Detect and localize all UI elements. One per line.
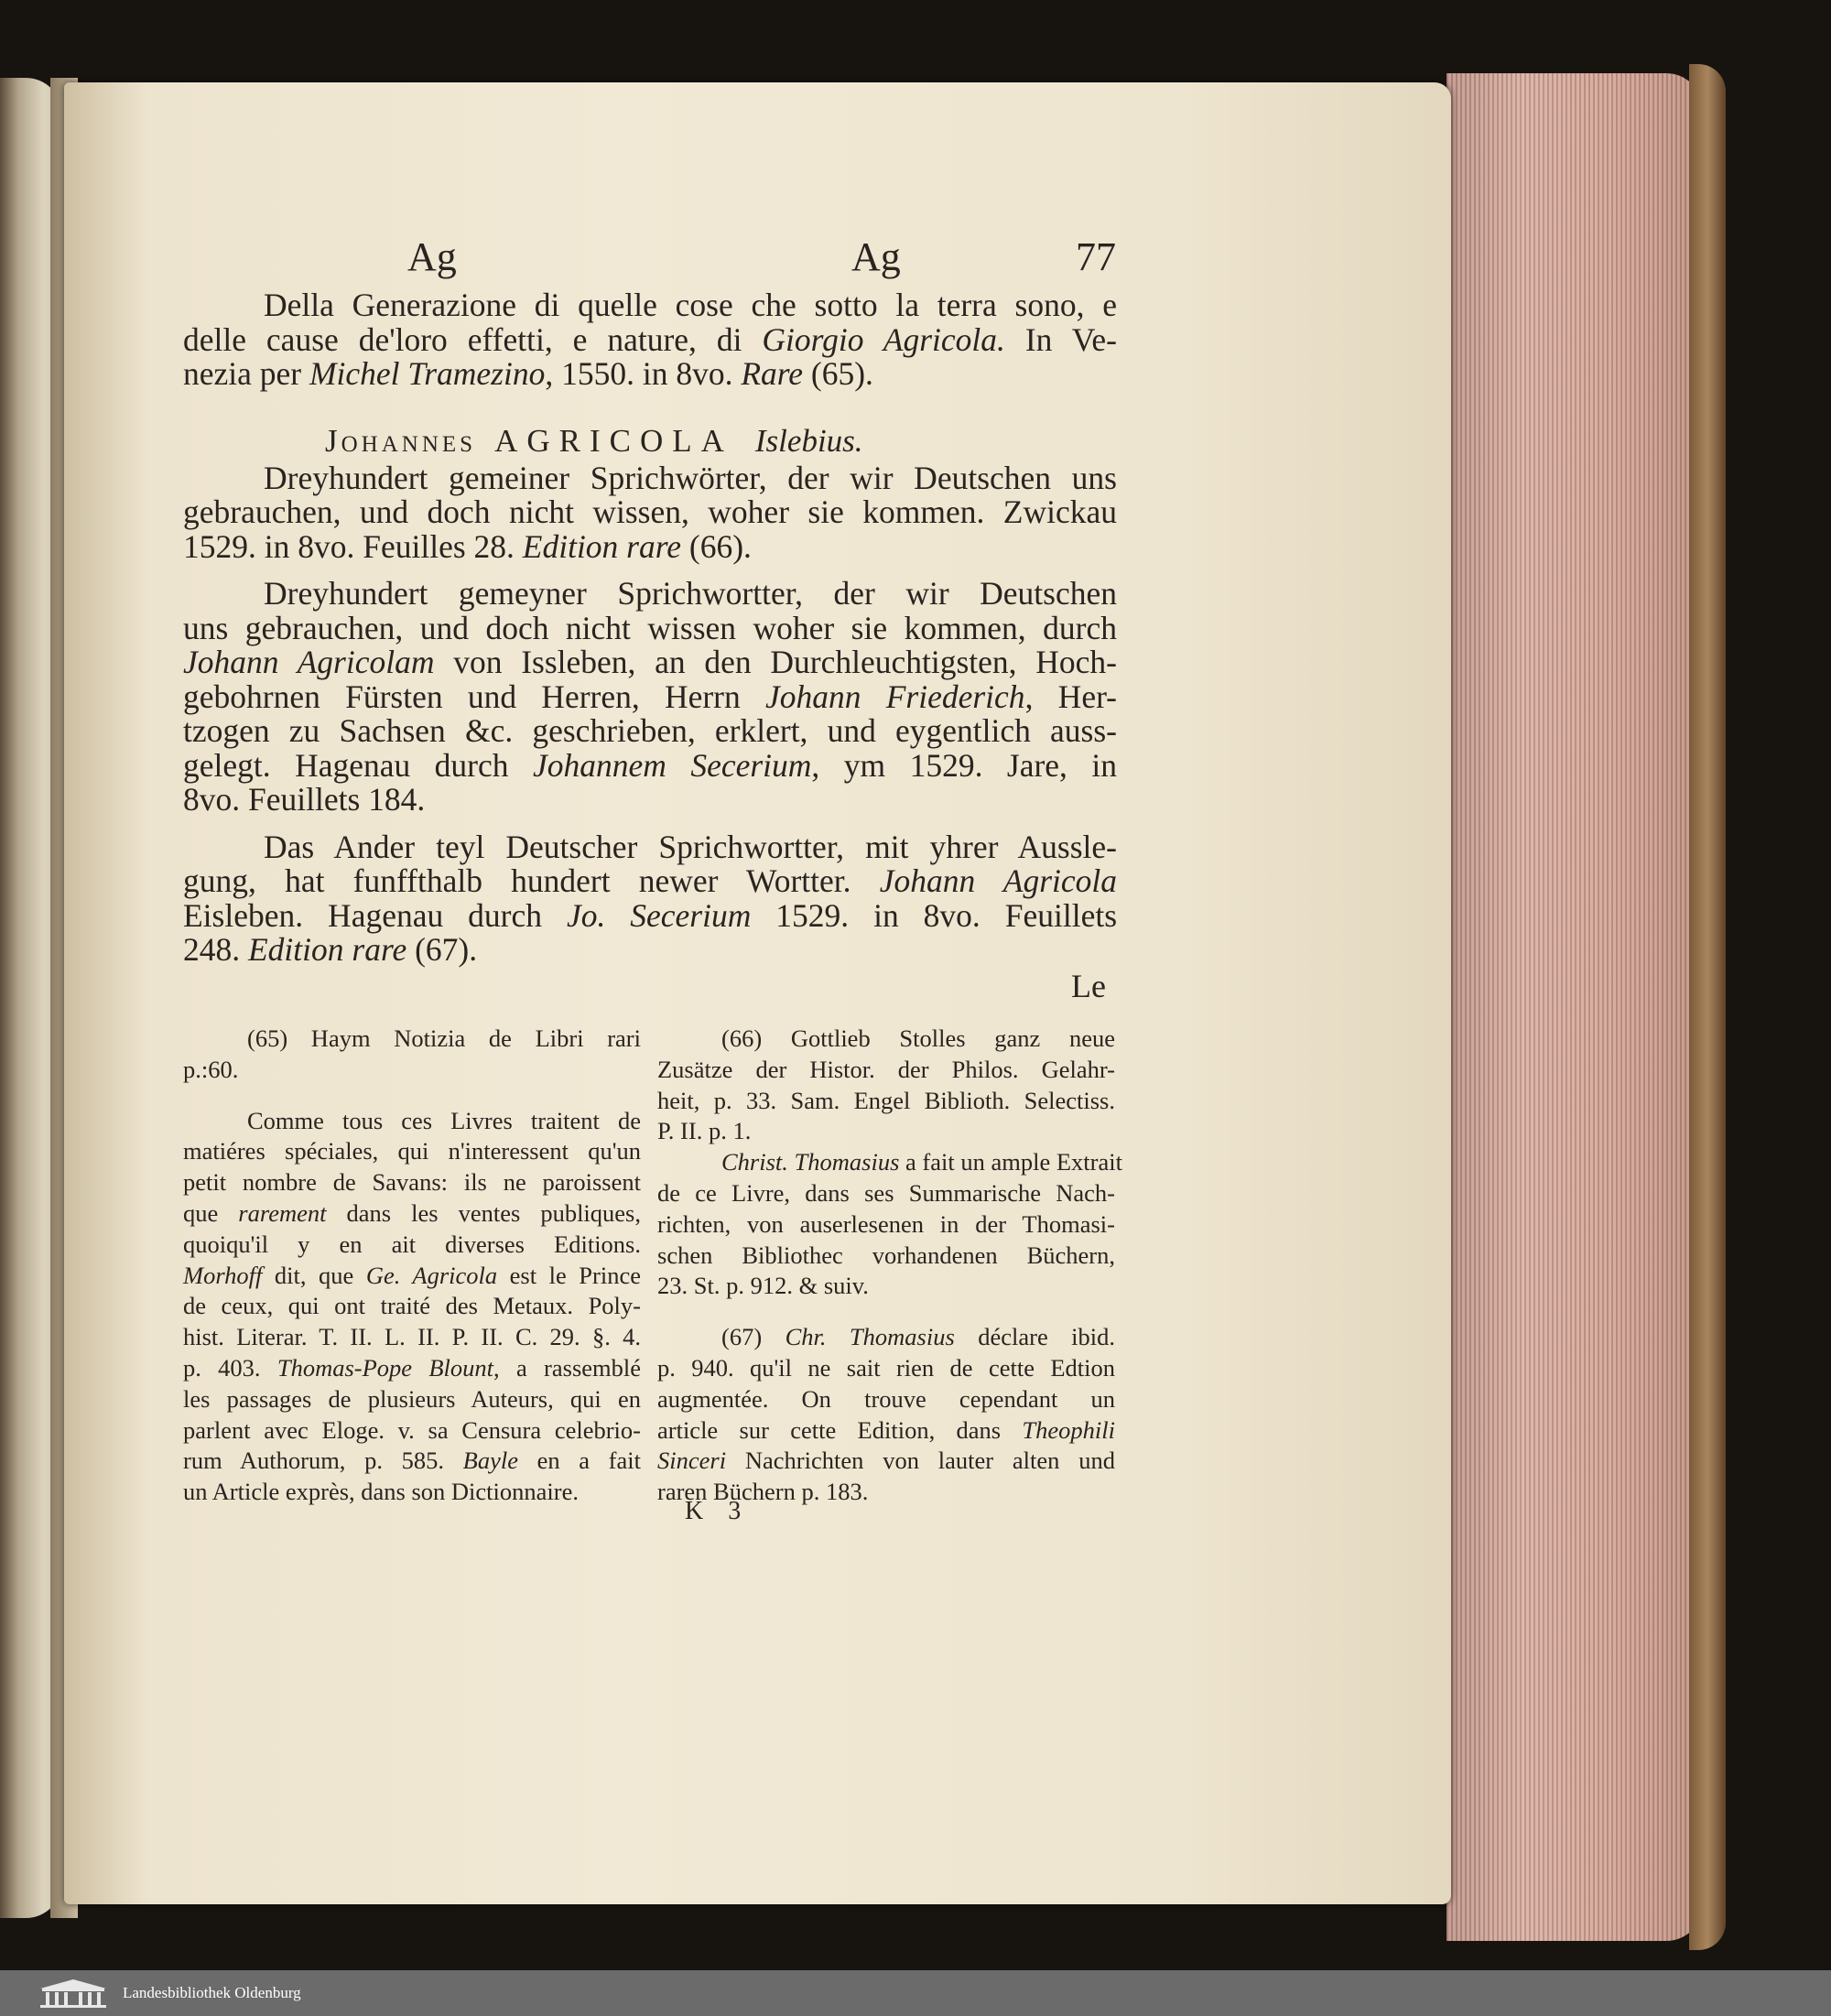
text-span: p. 403. [183,1353,277,1382]
text-line [183,864,1117,899]
text-span: 248. [183,931,248,968]
printer-name: Johannem Secerium [532,746,812,784]
entry-ander-teyl [183,830,1117,968]
note-line: matiéres spéciales, qui n'interessent qu'un [183,1137,641,1165]
text-line: Dreyhundert gemeiner Sprichwörter, der wir Deutschen uns [264,459,1117,496]
page-number: 77 [1076,234,1116,279]
note-line: hist. Literar. T. II. L. II. P. II. C. 29. §. 4. [183,1323,641,1351]
text-line: Dreyhundert gemeyner Sprichwortter, der wir Deutschen [264,575,1117,612]
rarity-note: Rare [741,355,804,392]
author-first-name: Johannes [325,423,477,459]
person-name: Bayle [462,1447,518,1475]
person-name: Ge. Agricola [365,1261,498,1289]
text-span: a fait un ample Extrait [899,1148,1122,1176]
person-name: Thomas-Pope Blount [276,1353,494,1382]
footnote-67-line: p. 940. qu'il ne sait rien de cette Edtion [657,1353,1115,1382]
printer-name: Jo. Secerium [566,896,752,934]
text-span: gelegt. Hagenau durch [183,746,533,784]
rarity-note: Edition rare [522,527,681,565]
note-line [183,1353,641,1384]
entry-dreyhundert-2 [183,577,1117,818]
text-span: von Issleben, an den Durchleuchtigsten, Hoch- [434,644,1117,680]
text-span: In Ve- [1004,320,1117,358]
running-head-center: Ag [851,234,901,279]
text-span: , a rassemblé [493,1353,642,1382]
text-line [183,527,1117,565]
entry-dreyhundert-1 [183,461,1117,565]
text-line: Das Ander teyl Deutscher Sprichwortter, mit yhrer Aussle- [264,828,1117,865]
note-line: parlent avec Eloge. v. sa Censura celebrio- [183,1415,641,1444]
printer-name: Michel Tramezino [309,355,546,392]
text-span: dans les ventes publiques, [326,1198,641,1227]
catchword: Le [1071,968,1106,1004]
note-line: un Article exprès, dans son Dictionnaire. [183,1478,579,1506]
footnote-66-line: Zusätze der Histor. der Philos. Gelahr- [657,1055,1115,1083]
book-binding [1689,64,1726,1950]
text-span: article sur cette Edition, dans [657,1415,1023,1444]
footnote-66-line: P. II. p. 1. [657,1117,752,1145]
text-span: nezia per [183,355,309,392]
footnote-65-line: (65) Haym Notizia de Libri rari [247,1024,641,1052]
text-span: dit, que [262,1261,366,1289]
text-span: , Her- [1024,677,1118,715]
author-name: Johann Agricola [879,862,1117,899]
author-surname: AGRICOLA [494,423,733,459]
text-line: 8vo. Feuillets 184. [183,781,426,818]
rarity-note: Edition rare [248,931,407,968]
footnote-66-line: 23. St. p. 912. & suiv. [657,1272,869,1300]
text-line [183,896,1118,934]
footnote-66-line: (66) Gottlieb Stolles ganz neue [721,1024,1115,1052]
entry-agricola-generazione [183,288,1117,392]
running-head-left: Ag [407,234,457,279]
person-name: Chr. Thomasius [785,1323,955,1351]
text-span: 1529. in 8vo. Feuilles 28. [183,527,523,565]
text-line [183,357,1117,392]
text-line: uns gebrauchen, und doch nicht wissen woher sie kommen, durch [183,609,1117,646]
footnote-ref: (65). [803,355,873,392]
footnote-67-line [657,1415,1115,1447]
author-name: Giorgio Agricola. [762,320,1005,358]
text-span: que [183,1198,239,1227]
text-span: 1529. in 8vo. Feuillets [751,896,1118,934]
note-line: Comme tous ces Livres traitent de [247,1106,641,1134]
signature-mark: K 3 [685,1497,751,1525]
footer-bar [0,1970,1831,2016]
library-name[interactable]: Landesbibliothek Oldenburg [123,1984,301,2001]
note-line: de ceux, qui ont traité des Metaux. Poly- [183,1292,641,1320]
text-span: , ym 1529. Jare, in [811,746,1117,784]
footnote-67-line: raren Büchern p. 183. [657,1478,869,1506]
footnote-67-line: augmentée. On trouve cependant un [657,1384,1115,1413]
text-span: est le Prince [497,1261,641,1289]
text-span: gung, hat funffthalb hundert newer Wortter. [183,862,880,899]
footnote-66-line: schen Bibliothec vorhandenen Büchern, [657,1241,1115,1269]
text-span: , 1550. in 8vo. [545,355,742,392]
person-name: Morhoff [183,1261,263,1289]
author-epithet: Islebius. [754,423,863,459]
note-line: petit nombre de Savans: ils ne paroissent [183,1168,641,1197]
text-line [183,320,1117,358]
person-name: Johann Friederich [765,677,1025,715]
person-name: Christ. Thomasius [721,1148,900,1176]
page-block-fore-edge [1446,73,1703,1941]
footnote-67-line [657,1322,1115,1353]
text-span: delle cause de'loro effetti, e nature, di [183,320,763,358]
note-line: quoiqu'il y en ait diverses Editions. [183,1230,641,1258]
note-line: les passages de plusieurs Auteurs, qui en [183,1384,641,1413]
text-span: Della Generazione di quelle cose che sotto la terra sono, e [264,287,1117,323]
footnotes-right-column [657,1024,1122,1508]
library-building-icon[interactable] [37,1978,110,2009]
text-span: gebohrnen Fürsten und Herren, Herrn [183,677,765,715]
footnote-gap [183,1086,641,1106]
text-line [183,645,1117,680]
text-line: gebrauchen, und doch nicht wissen, woher sie kommen. Zwickau [183,493,1117,530]
text-span: Nachrichten von lauter alten und [726,1447,1115,1475]
footnote-66-line: richten, von auserlesenen in der Thomasi- [657,1209,1115,1238]
text-span: rum Authorum, p. 585. [183,1447,463,1475]
author-heading [325,423,863,460]
note-line [183,1198,641,1230]
footnote-66-line: de ce Livre, dans ses Summarische Nach- [657,1178,1115,1207]
person-name: Theophili [1022,1415,1115,1444]
footnote-ref: (66). [681,527,752,565]
footnote-gap [657,1302,1115,1322]
text-line [183,746,1117,784]
footnote-67-line [657,1446,1115,1477]
text-span: Eisleben. Hagenau durch [183,896,567,934]
author-name: Johann Agricolam [183,644,435,680]
text-span: en a fait [517,1447,641,1475]
note-line [183,1446,641,1477]
text-span: déclare ibid. [954,1323,1115,1351]
footnote-66-line: heit, p. 33. Sam. Engel Biblioth. Selectiss. [657,1086,1115,1114]
footnote-65-line: p.:60. [183,1055,239,1083]
text-line [183,933,1117,968]
emphasis: rarement [238,1198,327,1227]
text-line [183,288,1117,323]
text-line [183,677,1118,715]
footnote-66-line [657,1147,1122,1178]
text-line: tzogen zu Sachsen &c. geschrieben, erklert, und eygentlich auss- [183,712,1117,749]
footnotes-left-column [183,1024,641,1508]
note-line [183,1261,641,1292]
person-name: Sinceri [657,1447,727,1475]
footnote-ref: (67). [406,931,478,968]
text-span: (67) [721,1323,785,1351]
main-text [183,288,1117,981]
